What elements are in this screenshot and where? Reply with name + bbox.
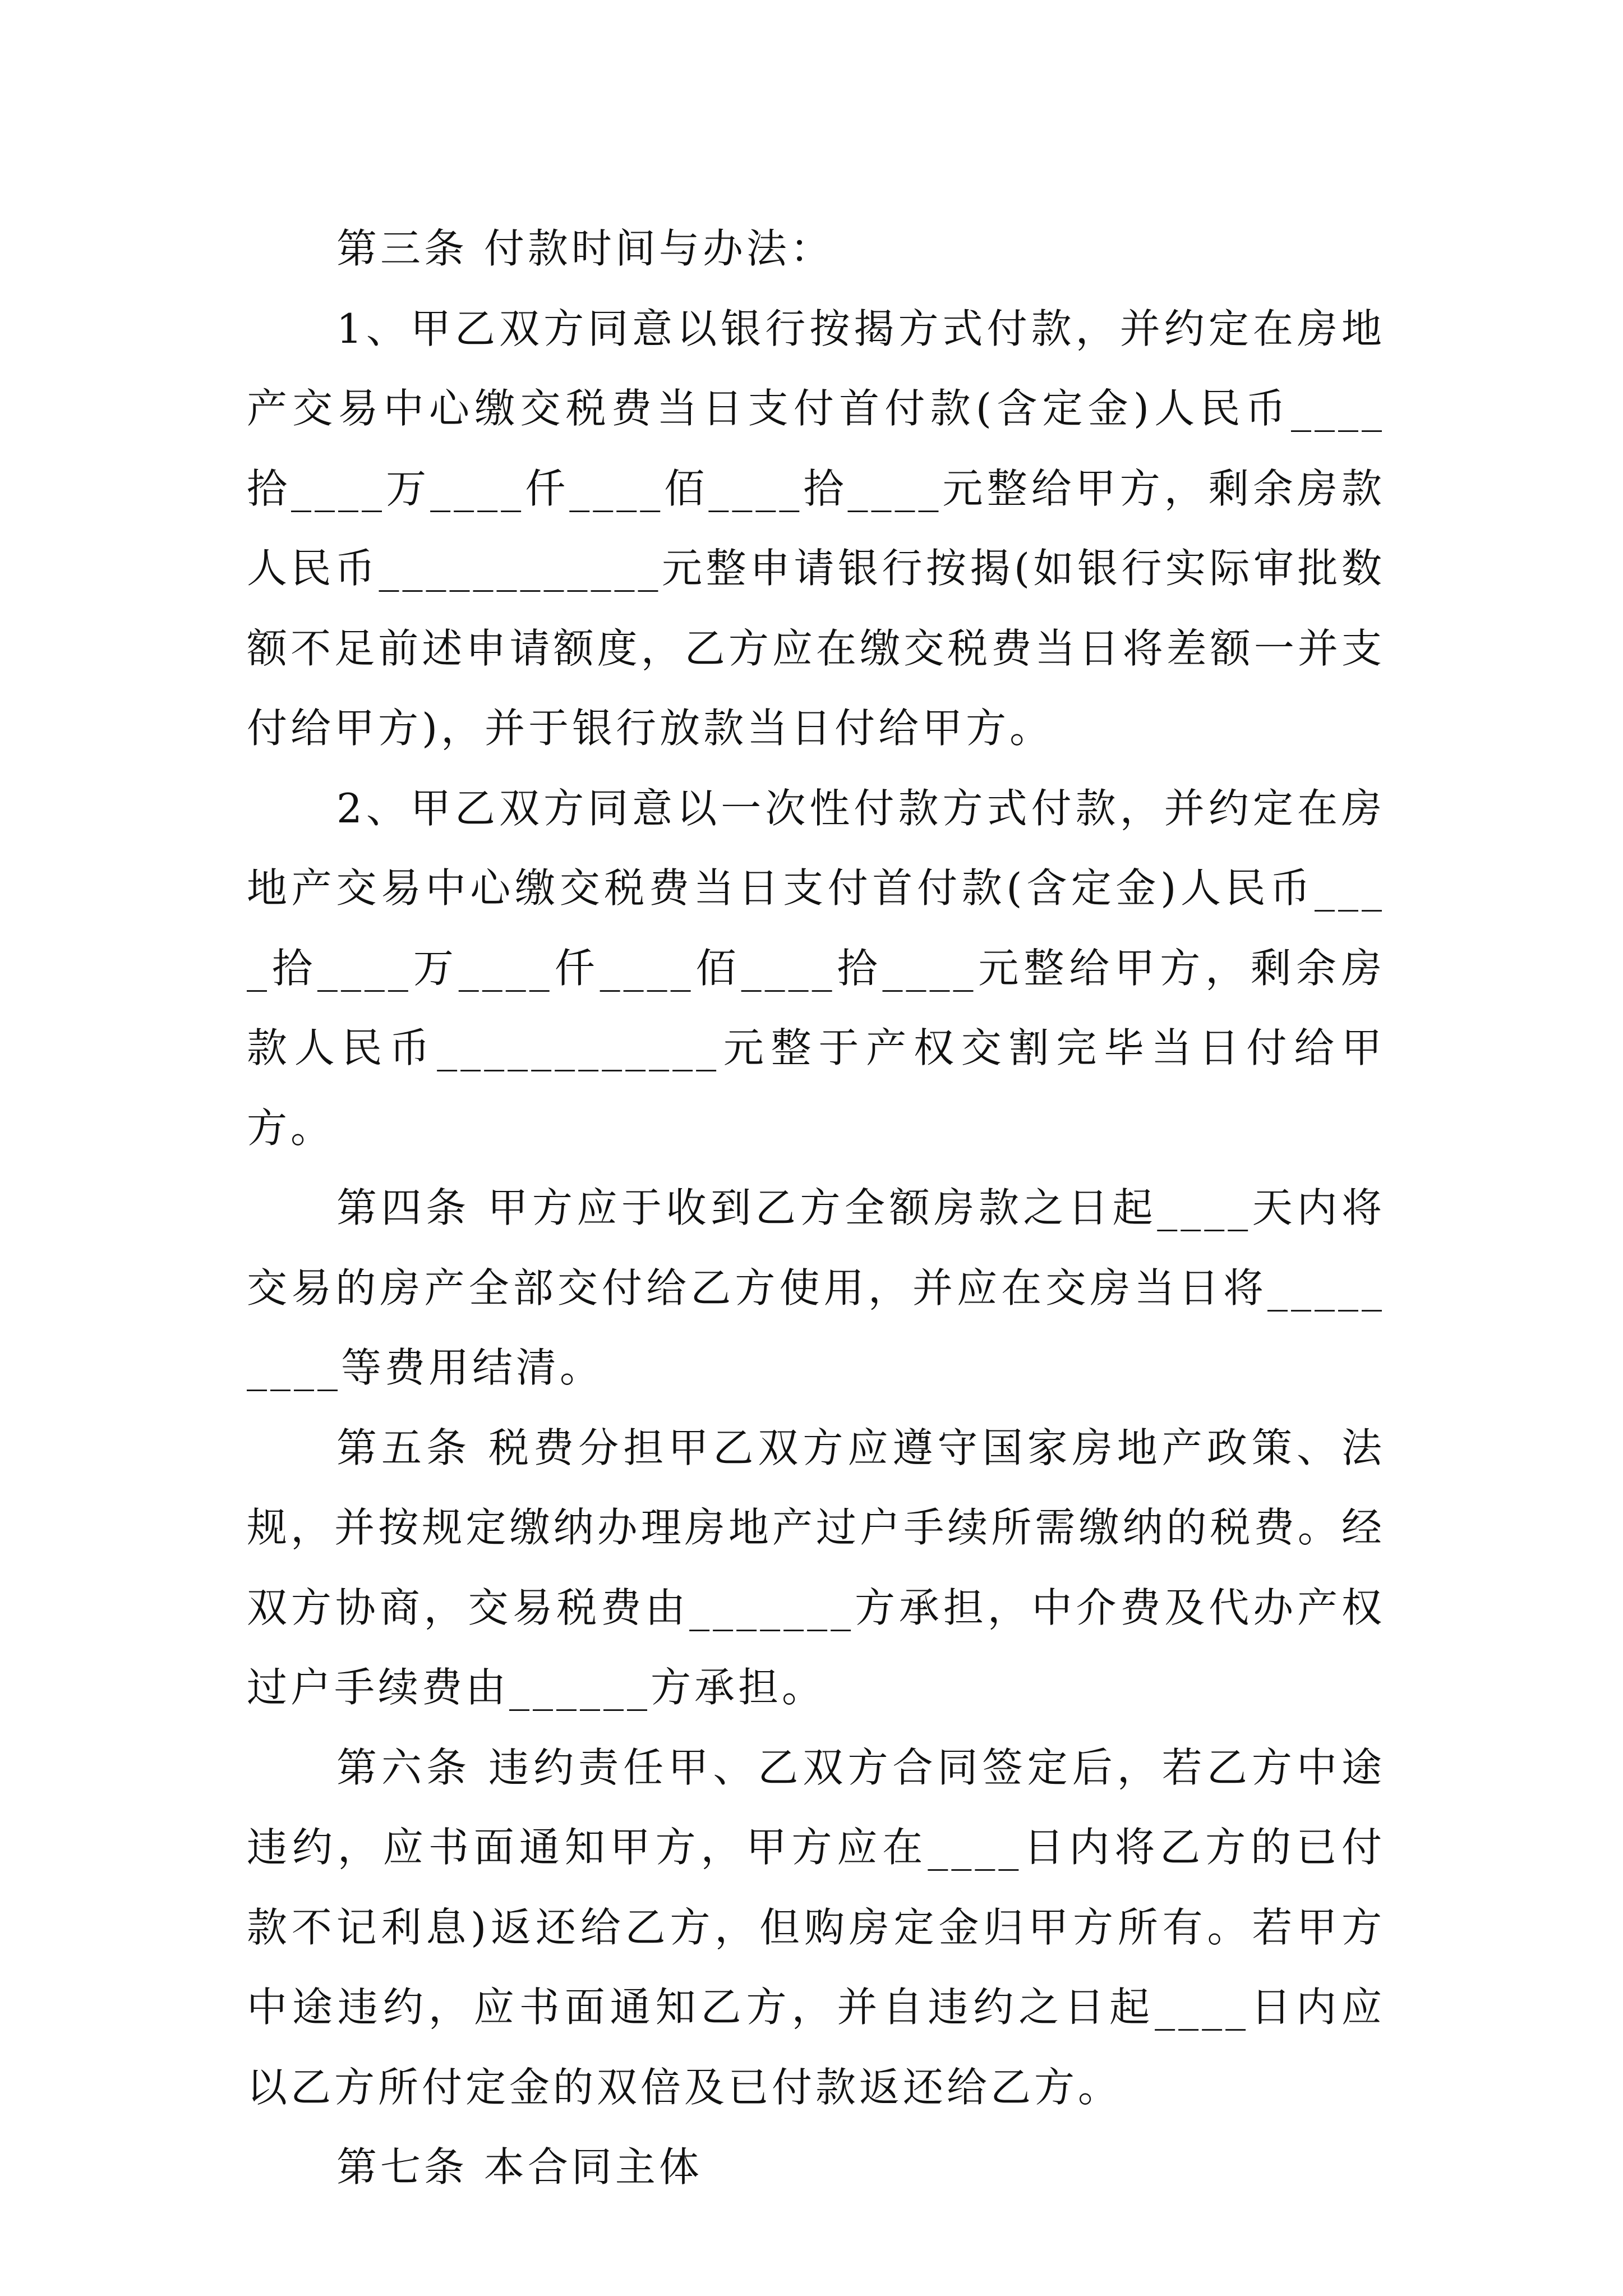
clause-5: 第五条 税费分担甲乙双方应遵守国家房地产政策、法规，并按规定缴纳办理房地产过户手续所需缴纳的税费。经双方协商，交易税费由_______方承担，中介费及代办产权过户手续费由______方承担。: [247, 1424, 1385, 1711]
clause-7-heading: 第七条 本合同主体: [336, 2143, 703, 2191]
clause-3-heading: 第三条 付款时间与办法：: [336, 225, 834, 272]
document-body: [247, 209, 1385, 2207]
clause-4: 第四条 甲方应于收到乙方全额房款之日起____天内将交易的房产全部交付给乙方使用，并应在交房当日将_________等费用结清。: [247, 1184, 1385, 1391]
clause-6: 第六条 违约责任甲、乙双方合同签定后，若乙方中途违约，应书面通知甲方，甲方应在____日内将乙方的已付款不记利息)返还给乙方，但购房定金归甲方所有。若甲方中途违约，应书面通知乙方，并自违约之日起____日内应以乙方所付定金的双倍及已付款返还给乙方。: [247, 1743, 1385, 2111]
clause-3-item-1: 1、甲乙双方同意以银行按揭方式付款，并约定在房地产交易中心缴交税费当日支付首付款(含定金)人民币____拾____万____仟____佰____拾____元整给甲方，剩余房款人民币____________元整申请银行按揭(如银行实际审批数额不足前述申请额度，乙方应在缴交税费当日将差额一并支付给甲方)，并于银行放款当日付给甲方。: [247, 305, 1385, 752]
clause-3-item-2: 2、甲乙双方同意以一次性付款方式付款，并约定在房地产交易中心缴交税费当日支付首付款(含定金)人民币____拾____万____仟____佰____拾____元整给甲方，剩余房款人民币____________元整于产权交割完毕当日付给甲方。: [247, 784, 1385, 1152]
